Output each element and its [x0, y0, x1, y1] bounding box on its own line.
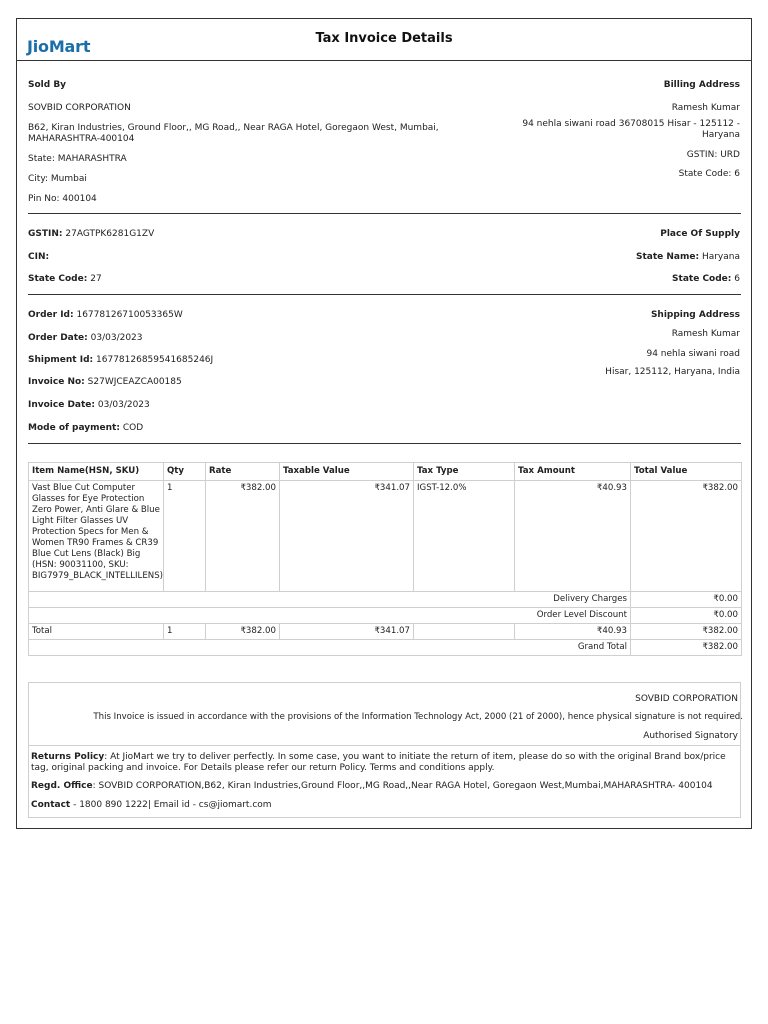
- invoice-date-value: 03/03/2023: [97, 400, 150, 410]
- total-label: Total: [29, 624, 164, 640]
- delivery-charges-label: Delivery Charges: [29, 592, 631, 608]
- column-header: Tax Amount: [515, 463, 631, 481]
- shipping-line2: Hisar, 125112, Haryana, India: [605, 367, 740, 377]
- order-id-label: Order Id:: [28, 310, 74, 320]
- item-tax-amount: ₹40.93: [515, 481, 631, 592]
- state-code-row: [28, 274, 102, 285]
- seller-city: City: Mumbai: [28, 174, 87, 184]
- divider: [28, 213, 741, 214]
- grand-total-row: [29, 640, 742, 656]
- invoice-frame: [16, 18, 752, 829]
- billing-address: 94 nehla siwani road 36708015 Hisar - 125112 - Haryana: [522, 119, 740, 140]
- sold-by-heading: Sold By: [28, 80, 67, 90]
- discount-row: [29, 608, 742, 624]
- invoice-date-label: Invoice Date:: [28, 400, 96, 410]
- divider: [28, 443, 741, 444]
- gstin-row: [28, 229, 154, 240]
- state-code-value: 27: [90, 274, 102, 284]
- contact-label: Contact: [31, 800, 71, 810]
- returns-policy-text: : At JioMart we try to deliver perfectly. In some case, you want to initiate the return of item, please do so with the original Brand box/price tag, original packing and invoice. For Details please refer our return Policy. Terms and conditions apply.: [31, 752, 726, 773]
- delivery-charges-row: [29, 592, 742, 608]
- billing-heading: Billing Address: [663, 80, 740, 90]
- seller-state: State: MAHARASHTRA: [28, 154, 127, 164]
- shipment-id-value: 16778126859541685246J: [96, 355, 214, 365]
- authorised-signatory: Authorised Signatory: [643, 731, 738, 741]
- gstin-label: GSTIN:: [28, 229, 63, 239]
- shipment-id-label: Shipment Id:: [28, 355, 94, 365]
- item-total-value: ₹382.00: [631, 481, 742, 592]
- order-id-row: [28, 310, 183, 321]
- order-date-row: [28, 333, 143, 344]
- delivery-charges-value: ₹0.00: [631, 592, 742, 608]
- cin-label: CIN:: [28, 252, 50, 262]
- page-title: Tax Invoice Details: [315, 31, 453, 46]
- total-value: ₹382.00: [631, 624, 742, 640]
- supply-state-code: [672, 274, 740, 285]
- column-header: Item Name(HSN, SKU): [29, 463, 164, 481]
- total-row: [29, 624, 742, 640]
- column-header: Total Value: [631, 463, 742, 481]
- billing-name: Ramesh Kumar: [671, 103, 740, 113]
- returns-policy-label: Returns Policy: [31, 752, 105, 762]
- registered-office-text: : SOVBID CORPORATION,B62, Kiran Industries,Ground Floor,,MG Road,,Near RAGA Hotel, Goregaon West,Mumbai,MAHARASHTRA- 400104: [92, 781, 713, 791]
- item-name: Vast Blue Cut Computer Glasses for Eye Protection Zero Power, Anti Glare & Blue Light Filter Glasses UV Protection Specs for Men & Women TR90 Frames & CR39 Blue Cut Lens (Black) Big (HSN: 90031100, SKU: BIG7979_BLACK_INTELLILENS): [29, 481, 164, 592]
- discount-value: ₹0.00: [631, 608, 742, 624]
- contact-text: - 1800 890 1222| Email id - cs@jiomart.com: [70, 800, 272, 810]
- footer-box: [28, 682, 741, 818]
- total-qty: 1: [164, 624, 206, 640]
- discount-label: Order Level Discount: [29, 608, 631, 624]
- item-taxable-value: ₹341.07: [280, 481, 414, 592]
- registered-office: [31, 781, 713, 792]
- item-rate: ₹382.00: [206, 481, 280, 592]
- state-code-label: State Code:: [28, 274, 88, 284]
- invoice-no-value: S27WJCEAZCA00185: [87, 377, 182, 387]
- contact-info: [31, 800, 272, 811]
- payment-mode-row: [28, 423, 143, 434]
- place-of-supply-heading: Place Of Supply: [660, 229, 740, 239]
- shipping-name: Ramesh Kumar: [671, 329, 740, 339]
- column-header: Tax Type: [414, 463, 515, 481]
- payment-mode-value: COD: [122, 423, 144, 433]
- column-header: Rate: [206, 463, 280, 481]
- order-date-label: Order Date:: [28, 333, 88, 343]
- gstin-value: 27AGTPK6281G1ZV: [65, 229, 155, 239]
- returns-policy: [31, 752, 736, 774]
- supply-state-name-value: Haryana: [701, 252, 740, 262]
- item-tax-type: IGST-12.0%: [414, 481, 515, 592]
- table-header-row: [29, 463, 742, 481]
- footer-divider: [29, 745, 740, 746]
- cin-row: [28, 252, 49, 263]
- grand-total-value: ₹382.00: [631, 640, 742, 656]
- column-header: Qty: [164, 463, 206, 481]
- supply-state-code-label: State Code:: [672, 274, 732, 284]
- item-qty: 1: [164, 481, 206, 592]
- invoice-no-label: Invoice No:: [28, 377, 85, 387]
- shipping-line1: 94 nehla siwani road: [646, 349, 740, 359]
- jiomart-logo: JioMart: [27, 37, 91, 56]
- billing-state-code: State Code: 6: [678, 169, 740, 179]
- divider: [28, 294, 741, 295]
- total-tax-amount: ₹40.93: [515, 624, 631, 640]
- payment-mode-label: Mode of payment:: [28, 423, 120, 433]
- billing-gstin: GSTIN: URD: [686, 150, 740, 160]
- shipment-id-row: [28, 355, 213, 366]
- footer-company: SOVBID CORPORATION: [635, 694, 738, 704]
- total-taxable-value: ₹341.07: [280, 624, 414, 640]
- table-row: [29, 481, 742, 592]
- seller-address: B62, Kiran Industries, Ground Floor,, MG Road,, Near RAGA Hotel, Goregaon West, Mumbai, MAHARASHTRA-400104: [28, 123, 439, 144]
- order-date-value: 03/03/2023: [90, 333, 143, 343]
- invoice-header: [17, 19, 751, 61]
- total-rate: ₹382.00: [206, 624, 280, 640]
- items-table: [28, 462, 742, 656]
- supply-state-name-label: State Name:: [635, 252, 700, 262]
- digital-signature-notice: This Invoice is issued in accordance with the provisions of the Information Technology Act, 2000 (21 of 2000), hence physical signature is not required.: [93, 712, 743, 722]
- supply-state-name: [636, 252, 740, 263]
- column-header: Taxable Value: [280, 463, 414, 481]
- total-tax-type: [414, 624, 515, 640]
- grand-total-label: Grand Total: [29, 640, 631, 656]
- registered-office-label: Regd. Office: [31, 781, 93, 791]
- invoice-no-row: [28, 377, 182, 388]
- order-id-value: 16778126710053365W: [76, 310, 183, 320]
- seller-pin: Pin No: 400104: [28, 194, 97, 204]
- supply-state-code-value: 6: [734, 274, 740, 284]
- seller-name: SOVBID CORPORATION: [28, 103, 131, 113]
- invoice-date-row: [28, 400, 150, 411]
- shipping-heading: Shipping Address: [650, 310, 740, 320]
